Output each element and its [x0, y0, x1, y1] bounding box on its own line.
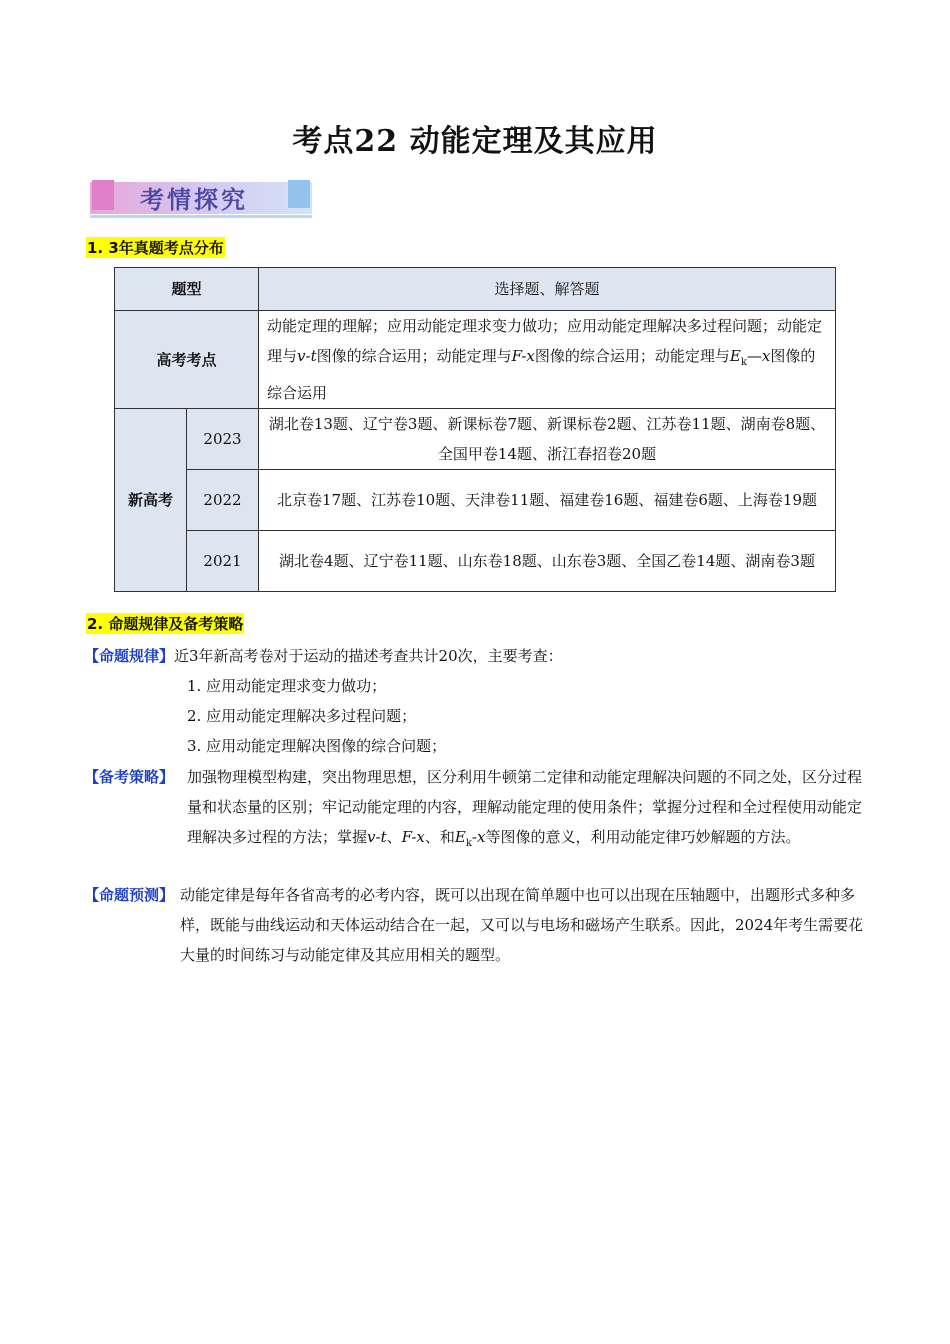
forecast-text: 动能定律是每年各省高考的必考内容，既可以出现在简单题中也可以出现在压轴题中，出题形式多种多样，既能与曲线运动和天体运动结合在一起，又可以与电场和磁场产生联系。因此，2024年考生需要花大量的时间练习与动能定律及其应用相关的题型。	[180, 886, 864, 964]
table-row	[115, 531, 836, 592]
points-text: 图像的综合运用	[267, 347, 816, 402]
table-row	[115, 470, 836, 531]
strategy-text	[187, 762, 875, 859]
strategy-part: 等图像的意义，利用动能定律巧妙解题的方法。	[485, 828, 801, 846]
rule-item: 3. 应用动能定理解决图像的综合问题；	[187, 737, 447, 755]
separator: 、	[386, 828, 402, 846]
table-row	[115, 311, 836, 409]
year-items-cell: 湖北卷13题、辽宁卷3题、新课标卷7题、新课标卷2题、江苏卷11题、湖南卷8题、全国甲卷14题、浙江春招卷20题	[259, 409, 836, 470]
rule-item: 2. 应用动能定理解决多过程问题；	[187, 707, 417, 725]
type-label-cell: 题型	[115, 268, 259, 311]
page-title: 考点22 动能定理及其应用	[292, 124, 658, 159]
strategy-tag: 【备考策略】	[84, 768, 175, 786]
strategy-tag-wrap	[84, 762, 184, 792]
year-items-cell: 北京卷17题、江苏卷10题、天津卷11题、福建卷16题、福建卷6题、上海卷19题	[259, 470, 836, 531]
year-cell: 2023	[187, 409, 259, 470]
var-v: v	[367, 828, 376, 846]
forecast-tag: 【命题预测】	[84, 886, 175, 904]
group-label-cell: 新高考	[115, 409, 187, 592]
var-e: E	[454, 828, 466, 846]
year-items-cell: 湖北卷4题、辽宁卷11题、山东卷18题、山东卷3题、全国乙卷14题、湖南卷3题	[259, 531, 836, 592]
banner-blue-square	[288, 180, 310, 208]
table-row	[115, 268, 836, 311]
var-x: -x	[471, 828, 486, 846]
year-cell: 2021	[187, 531, 259, 592]
points-text: 动能定理的理解；应用动能定理求变力做功；应用动能定理解决多过程问题；动能定理与	[267, 317, 823, 365]
rule-tag: 【命题规律】	[84, 647, 175, 665]
var-t: -t	[375, 828, 387, 846]
rule-text: 近3年新高考卷对于运动的描述考查共计20次，主要考查：	[174, 647, 563, 665]
rule-paragraph	[84, 641, 874, 671]
separator: 、和	[424, 828, 455, 846]
points-value-cell	[259, 311, 836, 409]
banner-pink-square	[92, 180, 114, 210]
var-e: E	[729, 347, 741, 365]
type-value-cell: 选择题、解答题	[259, 268, 836, 311]
var-x: -x	[411, 828, 425, 846]
var-x: —x	[746, 347, 771, 365]
section1-heading: 1. 3年真题考点分布	[87, 239, 224, 257]
var-v: v	[297, 347, 306, 365]
var-k: k	[740, 357, 747, 368]
rule-item: 1. 应用动能定理求变力做功；	[187, 677, 387, 695]
table-row	[115, 409, 836, 470]
var-f: F	[401, 828, 412, 846]
var-k: k	[465, 838, 472, 849]
section2-heading: 2. 命题规律及备考策略	[87, 615, 244, 633]
var-t: -t	[305, 347, 317, 365]
banner-text: 考情探究	[140, 186, 248, 214]
points-label-cell: 高考考点	[115, 311, 259, 409]
points-text: 图像的综合运用；动能定理与	[316, 347, 512, 365]
exam-distribution-table	[114, 267, 836, 592]
year-cell: 2022	[187, 470, 259, 531]
forecast-tag-wrap	[84, 880, 184, 910]
strategy-part: 加强物理模型构建，突出物理思想，区分利用牛顿第二定律和动能定理解决问题的不同之处，区分过程量和状态量的区别；牢记动能定理的内容，理解动能定理的使用条件；掌握分过程和全过程使用动能定理解决多过程的方法；掌握	[187, 768, 863, 846]
var-x: -x	[521, 347, 535, 365]
var-f: F	[511, 347, 522, 365]
banner-underline	[90, 215, 312, 218]
section-banner	[90, 178, 312, 222]
points-text: 图像的综合运用；动能定理与	[534, 347, 730, 365]
